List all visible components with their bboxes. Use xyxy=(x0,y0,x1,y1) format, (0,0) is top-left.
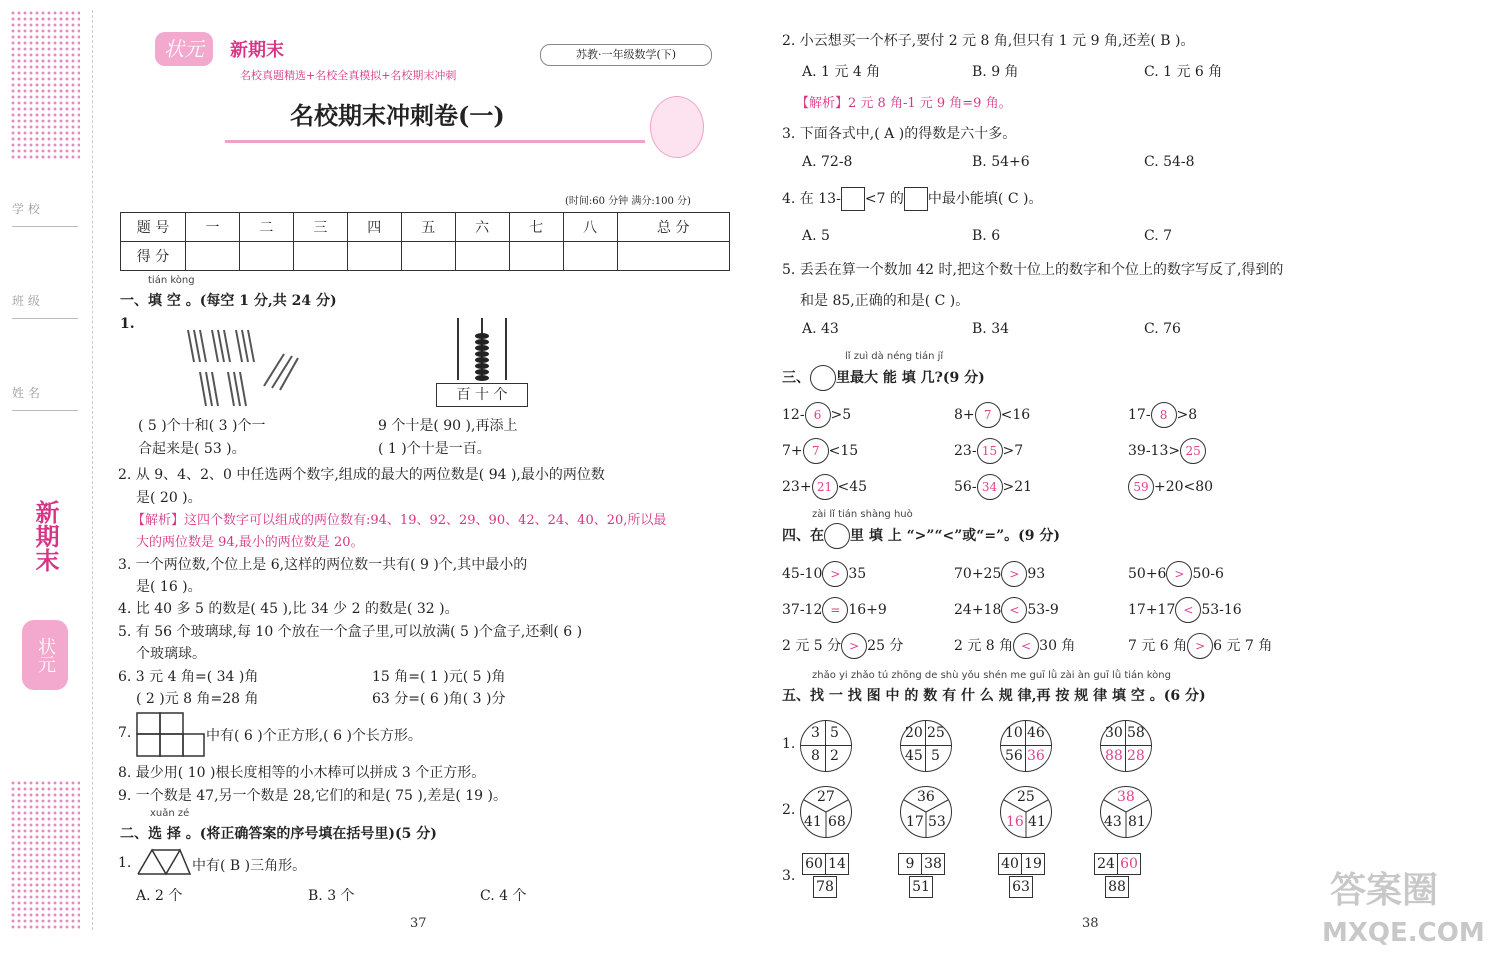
table-cell: 四 xyxy=(347,213,401,242)
c3-option-a: A. 72-8 xyxy=(802,154,853,170)
q6d: 63 分=( 6 )角( 3 )分 xyxy=(372,691,506,707)
cell-value: 43 xyxy=(1104,814,1122,830)
answer-circle[interactable]: 25 xyxy=(1180,438,1206,464)
section3-title-text: 里最大 能 填 几?(9 分) xyxy=(836,370,985,386)
answer-value: 38 xyxy=(1117,789,1135,805)
score-cell[interactable] xyxy=(401,242,455,271)
c2-analysis: 【解析】2 元 8 角-1 元 9 角=9 角。 xyxy=(796,96,1012,111)
cell-value: 78 xyxy=(813,876,837,898)
score-cell[interactable] xyxy=(293,242,347,271)
table-cell: 七 xyxy=(509,213,563,242)
cell-value: 60 xyxy=(802,853,826,875)
c1-option-a: A. 2 个 xyxy=(136,888,183,904)
answer-circle[interactable]: > xyxy=(1166,561,1192,587)
sidebar-school-label: 学 校 xyxy=(12,200,78,227)
q6b: 15 角=( 1 )元( 5 )角 xyxy=(372,669,506,685)
score-cell[interactable] xyxy=(186,242,240,271)
answer-circle[interactable]: 7 xyxy=(803,438,829,464)
score-cell[interactable] xyxy=(617,242,730,271)
cell-value: 27 xyxy=(817,789,835,805)
section4-pinyin: zài lǐ tián shàng huò xyxy=(812,509,913,520)
q8: 8. 最少用( 10 )根长度相等的小木棒可以拼成 3 个正方形。 xyxy=(118,765,486,781)
score-table-header-row xyxy=(121,213,730,242)
table-cell: 六 xyxy=(455,213,509,242)
sidebar-vertical-brand: 新期末 xyxy=(31,500,60,572)
cell-value: 56 xyxy=(1005,748,1023,764)
answer-value: 28 xyxy=(1127,748,1145,764)
table-cell: 八 xyxy=(563,213,617,242)
section1-title: 一、填 空 。(每空 1 分,共 24 分) xyxy=(120,293,337,309)
table-cell: 三 xyxy=(293,213,347,242)
c4-part-b: <7 的 xyxy=(864,191,904,207)
q2-cont: 是( 20 )。 xyxy=(136,490,202,506)
section4-title xyxy=(782,523,1060,549)
cell-value: 81 xyxy=(1128,814,1146,830)
q7-grid-figure xyxy=(136,712,206,758)
page-title: 名校期末冲刺卷(一) xyxy=(290,101,505,130)
cell-value: 41 xyxy=(1028,814,1046,830)
cell-value: 30 xyxy=(1105,725,1123,741)
cell-value: 3 xyxy=(811,725,820,741)
answer-circle[interactable]: 15 xyxy=(977,438,1003,464)
cell-value: 5 xyxy=(830,725,839,741)
score-table xyxy=(120,212,730,271)
answer-value: 36 xyxy=(1027,748,1045,764)
q1-a2: 合起来是( 53 )。 xyxy=(138,441,246,457)
score-cell[interactable] xyxy=(563,242,617,271)
q1-b: 9 个十是( 90 ),再添上 xyxy=(378,418,518,434)
c4 xyxy=(782,187,1042,211)
sidebar-seal: 状元 xyxy=(22,620,68,690)
s3-item: 59 +20<80 xyxy=(1128,474,1213,500)
s4-item: 50+6 > 50-6 xyxy=(1128,561,1224,587)
s4-item: 7 元 6 角 > 6 元 7 角 xyxy=(1128,633,1272,659)
c3: 3. 下面各式中,( A )的得数是六十多。 xyxy=(782,126,1017,142)
abacus-label: 百 十 个 xyxy=(436,383,528,407)
c1-option-c: C. 4 个 xyxy=(480,888,527,904)
section4-title-prefix: 四、在 xyxy=(782,528,824,544)
cell-value: 51 xyxy=(909,876,933,898)
answer-value: 16 xyxy=(1006,814,1024,830)
c5-cont: 和是 85,正确的和是( C )。 xyxy=(800,293,970,309)
section5-title: 五、找 一 找 图 中 的 数 有 什 么 规 律,再 按 规 律 填 空 。(6 分) xyxy=(782,688,1206,704)
table-cell: 一 xyxy=(186,213,240,242)
section2-title: 二、选 择 。(将正确答案的序号填在括号里)(5 分) xyxy=(120,826,437,842)
q2-analysis-cont: 大的两位数是 94,最小的两位数是 20。 xyxy=(136,535,364,550)
c5-option-c: C. 76 xyxy=(1144,321,1181,337)
pattern-row3-number: 3. xyxy=(782,868,796,884)
cell-value: 24 xyxy=(1094,853,1118,875)
tri-circle xyxy=(1100,786,1152,838)
answer-circle[interactable]: > xyxy=(1001,561,1027,587)
s4-item: 2 元 8 角 < 30 角 xyxy=(954,633,1075,659)
q2: 2. 从 9、4、2、0 中任选两个数字,组成的最大的两位数是( 94 ),最小的两位数 xyxy=(118,467,605,483)
page-number-right: 38 xyxy=(1082,916,1099,931)
q5: 5. 有 56 个玻璃球,每 10 个放在一个盒子里,可以放满( 5 )个盒子,还剩( 6 ) xyxy=(118,624,583,640)
answer-circle[interactable]: 59 xyxy=(1128,474,1154,500)
cell-value: 45 xyxy=(905,748,923,764)
s4-item: 24+18 < 53-9 xyxy=(954,597,1059,623)
blank-box xyxy=(904,187,928,211)
c3-option-c: C. 54-8 xyxy=(1144,154,1195,170)
watermark-url: MXQE.COM xyxy=(1322,918,1485,948)
cell-value: 46 xyxy=(1027,725,1045,741)
section2-pinyin: xuǎn zé xyxy=(150,808,190,819)
score-cell[interactable] xyxy=(509,242,563,271)
answer-circle[interactable]: < xyxy=(1013,633,1039,659)
table-cell: 二 xyxy=(239,213,293,242)
brand-logo: 状元 xyxy=(155,32,213,66)
cell-value: 58 xyxy=(1127,725,1145,741)
cell-value: 20 xyxy=(905,725,923,741)
c4-option-a: A. 5 xyxy=(802,228,830,244)
c2-option-a: A. 1 元 4 角 xyxy=(802,64,881,80)
answer-circle[interactable]: 7 xyxy=(975,402,1001,428)
q1-b2: ( 1 )个十是一百。 xyxy=(378,441,491,457)
c4-part-a: 4. 在 13- xyxy=(782,191,841,207)
c4-option-c: C. 7 xyxy=(1144,228,1173,244)
cell-value: 2 xyxy=(830,748,839,764)
cell-value: 63 xyxy=(1009,876,1033,898)
circle-icon xyxy=(824,523,850,549)
q6a: 6. 3 元 4 角=( 34 )角 xyxy=(118,669,259,685)
c4-option-b: B. 6 xyxy=(972,228,1001,244)
table-cell: 得 分 xyxy=(121,242,186,271)
c4-part-c: 中最小能填( C )。 xyxy=(927,191,1043,207)
s4-item: 37-12 = 16+9 xyxy=(782,597,887,623)
title-underline xyxy=(225,140,645,143)
circle-icon xyxy=(810,365,836,391)
mascot-icon xyxy=(650,96,704,158)
answer-circle[interactable]: > xyxy=(1187,633,1213,659)
q9: 9. 一个数是 47,另一个数是 28,它们的和是( 75 ),差是( 19 )。 xyxy=(118,788,507,804)
bundled-sticks-illustration xyxy=(180,328,300,410)
c5: 5. 丢丢在算一个数加 42 时,把这个数十位上的数字和个位上的数字写反了,得到的 xyxy=(782,262,1284,278)
section1-pinyin: tián kòng xyxy=(148,275,195,286)
cell-value: 9 xyxy=(898,853,922,875)
section4-title-text: 里 填 上 “>”“<”或“=”。(9 分) xyxy=(850,528,1060,544)
decorative-dots-top xyxy=(10,10,80,160)
s4-item: 17+17 < 53-16 xyxy=(1128,597,1242,623)
sidebar-class-label: 班 级 xyxy=(12,292,78,319)
q2-analysis: 【解析】这四个数字可以组成的两位数有:94、19、92、29、90、42、24、40、20,所以最 xyxy=(132,513,667,528)
decorative-dots-bottom xyxy=(10,780,80,930)
quad-circle xyxy=(800,720,852,772)
s3-item: 8+ 7 <16 xyxy=(954,402,1030,428)
table-cell: 题 号 xyxy=(121,213,186,242)
section3-title-prefix: 三、 xyxy=(782,370,810,386)
s4-item: 70+25 > 93 xyxy=(954,561,1045,587)
c5-option-b: B. 34 xyxy=(972,321,1010,337)
cell-value: 41 xyxy=(804,814,822,830)
c1: 中有( B )三角形。 xyxy=(192,858,307,874)
s3-item: 7+ 7 <15 xyxy=(782,438,858,464)
tri-circle xyxy=(800,786,852,838)
answer-circle[interactable]: 6 xyxy=(805,402,831,428)
q7: 中有( 6 )个正方形,( 6 )个长方形。 xyxy=(206,728,422,744)
table-cell: 五 xyxy=(401,213,455,242)
time-info: (时间:60 分钟 满分:100 分) xyxy=(565,196,691,207)
score-cell[interactable] xyxy=(455,242,509,271)
pattern-row1-number: 1. xyxy=(782,736,796,752)
edition-badge: 苏教·一年级数学(下) xyxy=(540,44,712,66)
q5-cont: 个玻璃球。 xyxy=(136,646,206,662)
answer-circle[interactable]: > xyxy=(822,561,848,587)
s4-item: 45-10 > 35 xyxy=(782,561,866,587)
cell-value: 8 xyxy=(811,748,820,764)
s3-item: 39-13> 25 xyxy=(1128,438,1206,464)
cell-value: 10 xyxy=(1005,725,1023,741)
section3-title xyxy=(782,365,985,391)
q1-number: 1. xyxy=(120,316,135,332)
section3-pinyin: lǐ zuì dà néng tián jǐ xyxy=(845,351,944,362)
page-number-left: 37 xyxy=(410,916,427,931)
header-subtitle: 名校真题精选+名校全真模拟+名校期末冲刺 xyxy=(240,69,457,82)
s3-item: 23- 15 >7 xyxy=(954,438,1023,464)
s3-item: 12- 6 >5 xyxy=(782,402,851,428)
c2: 2. 小云想买一个杯子,要付 2 元 8 角,但只有 1 元 9 角,还差( B )。 xyxy=(782,33,1195,49)
triangle-figure xyxy=(136,848,192,876)
q1-a: ( 5 )个十和( 3 )个一 xyxy=(138,418,266,434)
pattern-row2-number: 2. xyxy=(782,802,796,818)
cell-value: 40 xyxy=(998,853,1022,875)
blank-box xyxy=(841,187,865,211)
s4-item: 2 元 5 分 > 25 分 xyxy=(782,633,903,659)
quad-circle xyxy=(1100,720,1152,772)
cell-value: 68 xyxy=(828,814,846,830)
sidebar-divider xyxy=(92,10,94,930)
score-cell[interactable] xyxy=(347,242,401,271)
s3-item: 56- 34 >21 xyxy=(954,474,1032,500)
cell-value: 17 xyxy=(906,814,924,830)
c3-option-b: B. 54+6 xyxy=(972,154,1030,170)
section5-pinyin: zhǎo yi zhǎo tú zhōng de shù yǒu shén me guī lǜ zài àn guī lǜ tián kòng xyxy=(812,670,1171,681)
q4: 4. 比 40 多 5 的数是( 45 ),比 34 少 2 的数是( 32 )。 xyxy=(118,601,459,617)
score-table-score-row xyxy=(121,242,730,271)
table-cell: 总 分 xyxy=(617,213,730,242)
cell-value: 36 xyxy=(917,789,935,805)
answer-value: 88 xyxy=(1105,748,1123,764)
cell-value: 5 xyxy=(931,748,940,764)
cell-value: 25 xyxy=(1017,789,1035,805)
c5-option-a: A. 43 xyxy=(802,321,839,337)
cell-value: 14 xyxy=(825,853,849,875)
q6c: ( 2 )元 8 角=28 角 xyxy=(136,691,259,707)
answer-circle[interactable]: < xyxy=(1001,597,1027,623)
answer-circle[interactable]: = xyxy=(822,597,848,623)
c1-number: 1. xyxy=(118,855,132,871)
tri-circle xyxy=(1000,786,1052,838)
cell-value: 19 xyxy=(1021,853,1045,875)
answer-circle[interactable]: < xyxy=(1175,597,1201,623)
s3-item: 23+ 21 <45 xyxy=(782,474,867,500)
q7-number: 7. xyxy=(118,725,132,741)
q3: 3. 一个两位数,个位上是 6,这样的两位数一共有( 9 )个,其中最小的 xyxy=(118,557,528,573)
answer-circle[interactable]: > xyxy=(841,633,867,659)
quad-circle xyxy=(900,720,952,772)
answer-circle[interactable]: 34 xyxy=(977,474,1003,500)
sidebar-name-label: 姓 名 xyxy=(12,384,78,411)
cell-value: 38 xyxy=(921,853,945,875)
score-cell[interactable] xyxy=(239,242,293,271)
c2-option-c: C. 1 元 6 角 xyxy=(1144,64,1223,80)
tri-circle xyxy=(900,786,952,838)
answer-circle[interactable]: 8 xyxy=(1151,402,1177,428)
cell-value: 53 xyxy=(928,814,946,830)
cell-value: 88 xyxy=(1105,876,1129,898)
watermark-logo: 答案圈 xyxy=(1330,870,1439,911)
s3-item: 17- 8 >8 xyxy=(1128,402,1197,428)
cell-value: 25 xyxy=(927,725,945,741)
abacus-illustration xyxy=(436,318,528,382)
c1-option-b: B. 3 个 xyxy=(308,888,355,904)
c2-option-b: B. 9 角 xyxy=(972,64,1019,80)
quad-circle xyxy=(1000,720,1052,772)
q3-cont: 是( 16 )。 xyxy=(136,579,202,595)
answer-circle[interactable]: 21 xyxy=(812,474,838,500)
answer-value: 60 xyxy=(1117,853,1141,875)
brand-sub: 新期末 xyxy=(230,40,284,61)
